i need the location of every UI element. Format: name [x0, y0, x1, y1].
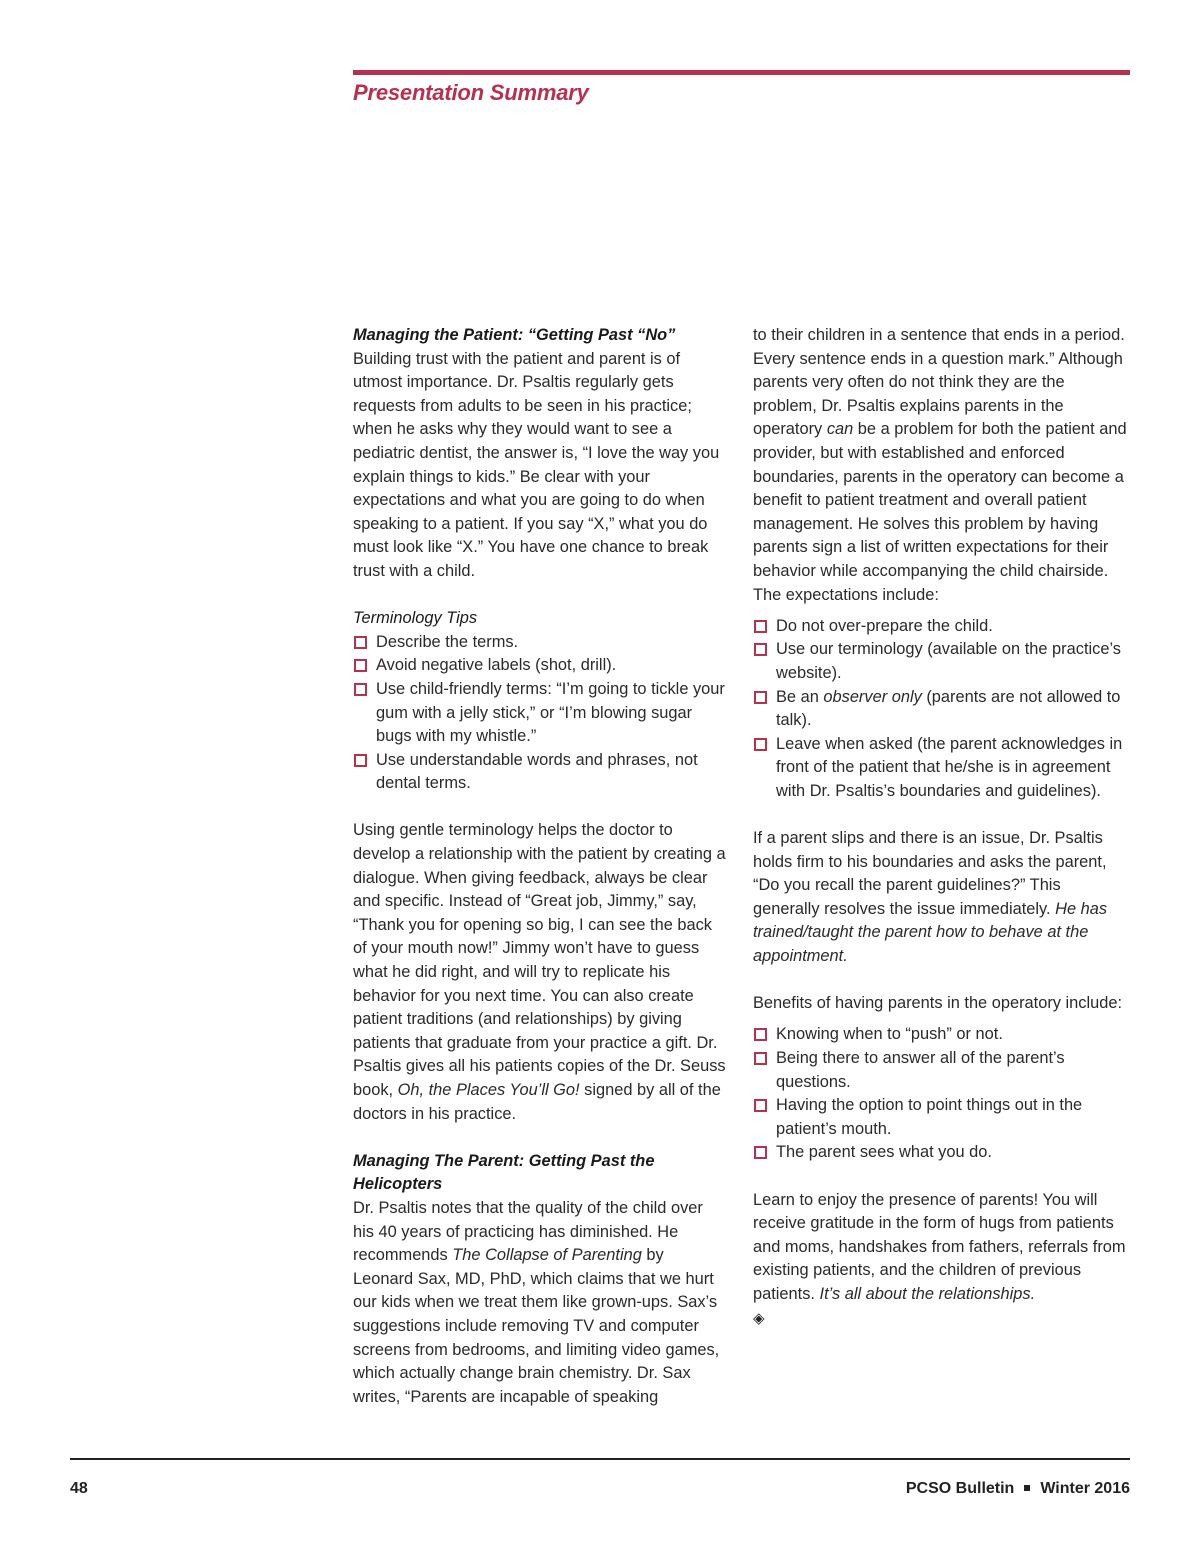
- checkbox-bullet-icon: [754, 691, 767, 704]
- footer-publication: [906, 1480, 1130, 1498]
- paragraph-parents-operatory: to their children in a sentence that ends in a period. Every sentence ends in a question mark.” Although parents very often do not think they are the problem, Dr. Psaltis explains parents in the operatory can be a problem for both the patient and provider, but with established and enforced boundaries, parents in the operatory can become a benefit to patient treatment and overall patient management. He solves this problem by having parents sign a list of written expectations for their behavior while accompanying the child chairside. The expectations include:: [753, 326, 1127, 604]
- publication-name: PCSO Bulletin: [905, 1480, 1015, 1497]
- list-item: Use understandable words and phrases, not dental terms.: [353, 749, 728, 796]
- checkbox-bullet-icon: [754, 1146, 767, 1159]
- page-number: 48: [70, 1480, 88, 1497]
- checkbox-bullet-icon: [754, 738, 767, 751]
- list-item: Use child-friendly terms: “I’m going to tickle your gum with a jelly stick,” or “I’m blowing sugar bugs with my whistle.”: [353, 678, 728, 749]
- book-title: The Collapse of Parenting: [452, 1246, 642, 1265]
- footer-rule: [70, 1458, 1130, 1460]
- list-item: Use our terminology (available on the practice’s website).: [753, 638, 1128, 685]
- issue-date: Winter 2016: [1040, 1480, 1130, 1497]
- checkbox-bullet-icon: [354, 659, 367, 672]
- paragraph-quality-of-child: Dr. Psaltis notes that the quality of the child over his 40 years of practicing has diminished. He recommends The Collapse of Parenting by Leonard Sax, MD, PhD, which claims that we hurt our kids when we treat them like grown-ups. Sax’s suggestions include removing TV and computer screens from bedrooms, and limiting video games, which actually change brain chemistry. Dr. Sax writes, “Parents are incapable of speaking: [353, 1198, 720, 1406]
- end-of-article-icon: ◈: [753, 1309, 765, 1327]
- list-item: Having the option to point things out in the patient’s mouth.: [753, 1094, 1128, 1141]
- list-item: Avoid negative labels (shot, drill).: [353, 654, 728, 678]
- header-rule: [353, 70, 1130, 75]
- list-item: Being there to answer all of the parent’s questions.: [753, 1047, 1128, 1094]
- list-item: The parent sees what you do.: [753, 1141, 1128, 1165]
- checkbox-bullet-icon: [754, 1052, 767, 1065]
- paragraph-parent-slips: If a parent slips and there is an issue, Dr. Psaltis holds firm to his boundaries and asks the parent, “Do you recall the parent guidelines?” This generally resolves the issue immediately. He has trained/taught the parent how to behave at the appointment.: [753, 829, 1108, 966]
- checkbox-bullet-icon: [354, 754, 367, 767]
- paragraph-enjoy-parents: Learn to enjoy the presence of parents! You will receive gratitude in the form of hugs from patients and moms, handshakes from fathers, referrals from existing patients, and the children of previous patients. It’s all about the relationships. ◈: [753, 1189, 1128, 1331]
- right-column: [753, 324, 1128, 1354]
- checkbox-bullet-icon: [754, 1099, 767, 1112]
- left-column: [353, 324, 728, 1433]
- list-item: Leave when asked (the parent acknowledges in front of the patient that he/she is in agreement with Dr. Psaltis’s boundaries and guidelines).: [753, 733, 1128, 804]
- terminology-tips-list: [353, 631, 728, 796]
- paragraph-building-trust: Building trust with the patient and parent is of utmost importance. Dr. Psaltis regularly gets requests from adults to be seen in his practice; when he asks why they would want to see a pediatric dentist, the answer is, “I love the way you explain things to kids.” Be clear with your expectations and what you are going to do when speaking to a patient. If you say “X,” what you do must look like “X.” You have one chance to break trust with a child.: [353, 349, 720, 580]
- square-separator-icon: [1024, 1485, 1030, 1491]
- book-title: Oh, the Places You’ll Go!: [397, 1081, 580, 1099]
- paragraph-gentle-terminology: Using gentle terminology helps the doctor to develop a relationship with the patient by creating a dialogue. When giving feedback, always be clear and specific. Instead of “Great job, Jimmy,” say, “Thank you for opening so big, I can see the back of your mouth now!” Jimmy won’t have to guess what he did right, and will try to replicate his behavior for you next time. You can also create patient traditions (and relationships) by giving patients that graduate from your practice a gift. Dr. Psaltis gives all his patients copies of the Dr. Seuss book, Oh, the Places You’ll Go! signed by all of the doctors in his practice.: [353, 821, 726, 1123]
- expectations-list: [753, 615, 1128, 804]
- checkbox-bullet-icon: [354, 683, 367, 696]
- checkbox-bullet-icon: [354, 636, 367, 649]
- heading-terminology-tips: Terminology Tips: [353, 609, 478, 628]
- checkbox-bullet-icon: [754, 643, 767, 656]
- paragraph-benefits-intro: Benefits of having parents in the operatory include:: [753, 994, 1123, 1013]
- list-item: Do not over-prepare the child.: [753, 615, 1128, 639]
- list-item: Describe the terms.: [353, 631, 728, 655]
- benefits-list: [753, 1023, 1128, 1165]
- heading-managing-parent: Managing The Parent: Getting Past the Helicopters: [353, 1151, 655, 1194]
- list-item: Be an observer only (parents are not allowed to talk).: [753, 686, 1128, 733]
- section-title: Presentation Summary: [353, 80, 589, 105]
- checkbox-bullet-icon: [754, 1028, 767, 1041]
- list-item: Knowing when to “push” or not.: [753, 1023, 1128, 1047]
- checkbox-bullet-icon: [754, 620, 767, 633]
- heading-managing-patient: Managing the Patient: “Getting Past “No”: [353, 326, 676, 344]
